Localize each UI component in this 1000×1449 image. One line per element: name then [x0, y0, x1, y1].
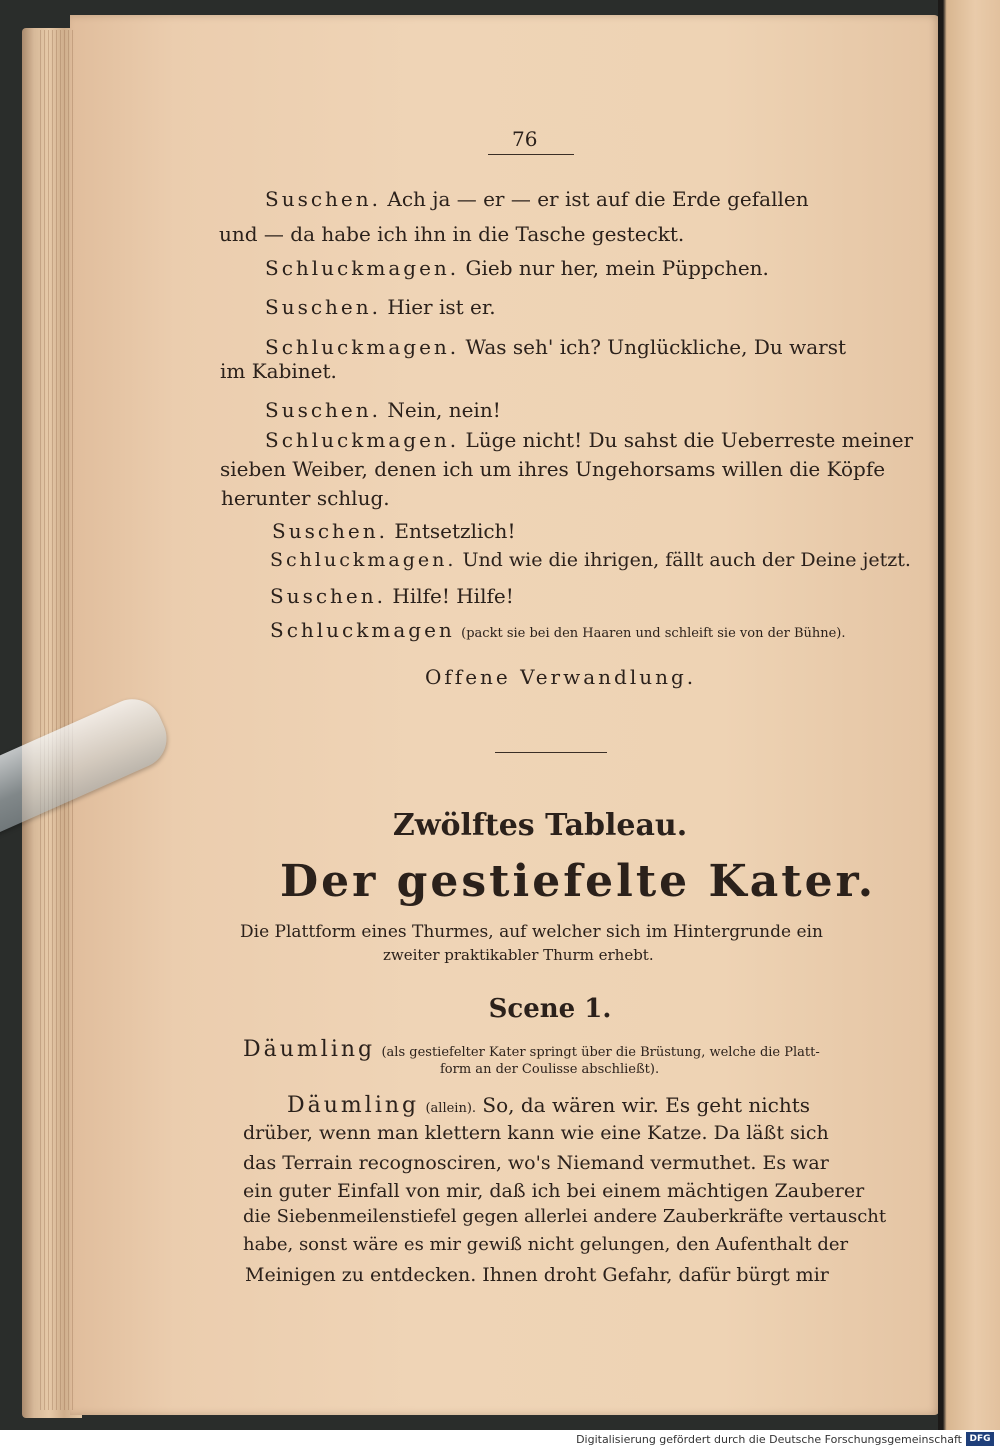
line-text: So, da wären wir. Es geht nichts	[482, 1093, 811, 1117]
line-text: Hilfe! Hilfe!	[392, 584, 514, 608]
monologue-line: die Siebenmeilenstiefel gegen allerlei andere Zauberkräfte vertauscht	[243, 1206, 887, 1227]
line-text: und — da habe ich ihn in die Tasche gesteckt.	[219, 222, 685, 246]
stage-direction	[243, 1037, 820, 1062]
dialogue-line	[220, 457, 885, 481]
monologue-line	[287, 1093, 810, 1118]
page-number-rule	[488, 154, 574, 155]
line-text: Lüge nicht! Du sahst die Ueberreste meiner	[465, 428, 914, 452]
dialogue-line	[270, 549, 911, 571]
play-title: Der gestiefelte Kater.	[280, 856, 877, 907]
dialogue-line	[265, 256, 769, 280]
dialogue-line	[272, 519, 515, 543]
speaker: Suschen.	[265, 398, 382, 422]
line-text: Hier ist er.	[387, 295, 496, 319]
stage-direction-text: (als gestiefelter Kater springt über die Brüstung, welche die Platt-	[381, 1045, 820, 1060]
dialogue-line	[265, 335, 846, 359]
dialogue-line	[270, 584, 514, 608]
speaker: Däumling	[243, 1037, 376, 1062]
dialogue-line	[265, 428, 913, 452]
setting-line: Die Plattform eines Thurmes, auf welcher sich im Hintergrunde ein	[240, 922, 823, 942]
line-text: sieben Weiber, denen ich um ihres Ungehorsams willen die Köpfe	[220, 457, 886, 481]
speaker: Suschen.	[265, 295, 382, 319]
aside: (allein).	[425, 1101, 477, 1116]
line-text: herunter schlug.	[221, 486, 390, 510]
monologue-line: das Terrain recognosciren, wo's Niemand vermuthet. Es war	[243, 1152, 829, 1174]
scene-heading: Scene 1.	[488, 994, 612, 1024]
next-page-edge	[938, 0, 1000, 1430]
page-edges	[40, 30, 75, 1410]
dialogue-line	[265, 187, 809, 211]
speaker: Däumling	[287, 1093, 420, 1118]
stage-direction-inline: (packt sie bei den Haaren und schleift sie von der Bühne).	[461, 626, 846, 641]
speaker: Schluckmagen	[270, 618, 455, 642]
dialogue-line	[265, 295, 496, 319]
line-text: Entsetzlich!	[394, 519, 516, 543]
setting-line: zweiter praktikabler Thurm erhebt.	[383, 946, 654, 964]
speaker: Schluckmagen.	[265, 428, 460, 452]
monologue-line: ein guter Einfall von mir, daß ich bei einem mächtigen Zauberer	[243, 1180, 865, 1202]
monologue-line: drüber, wenn man klettern kann wie eine Katze. Da läßt sich	[243, 1122, 829, 1144]
dialogue-line	[265, 398, 501, 422]
dialogue-line	[220, 359, 337, 383]
section-divider	[495, 752, 607, 753]
line-text: Und wie die ihrigen, fällt auch der Deine jetzt.	[462, 549, 911, 571]
stage-direction-line: form an der Coulisse abschließt).	[440, 1062, 660, 1077]
line-text: im Kabinet.	[220, 359, 337, 383]
speaker: Suschen.	[270, 584, 387, 608]
transformation-note: Offene Verwandlung.	[425, 665, 697, 689]
digitization-credit: Digitalisierung gefördert durch die Deutsche Forschungsgemeinschaft	[576, 1433, 962, 1446]
dfg-logo: DFG	[966, 1432, 994, 1446]
monologue-line: habe, sonst wäre es mir gewiß nicht gelungen, den Aufenthalt der	[243, 1234, 849, 1255]
line-text: Was seh' ich? Unglückliche, Du warst	[465, 335, 847, 359]
line-text: Gieb nur her, mein Püppchen.	[465, 256, 769, 280]
line-text: Nein, nein!	[387, 398, 501, 422]
speaker: Suschen.	[272, 519, 389, 543]
speaker: Schluckmagen.	[270, 549, 457, 571]
page-number: 76	[512, 127, 538, 151]
speaker: Schluckmagen.	[265, 335, 460, 359]
monologue-line: Meinigen zu entdecken. Ihnen droht Gefahr, dafür bürgt mir	[245, 1264, 829, 1286]
speaker: Suschen.	[265, 187, 382, 211]
dialogue-line	[221, 486, 390, 510]
speaker: Schluckmagen.	[265, 256, 460, 280]
tableau-title: Zwölftes Tableau.	[392, 808, 688, 843]
dialogue-line	[219, 222, 684, 246]
line-text: Ach ja — er — er ist auf die Erde gefallen	[387, 187, 809, 211]
dialogue-line	[270, 618, 846, 642]
